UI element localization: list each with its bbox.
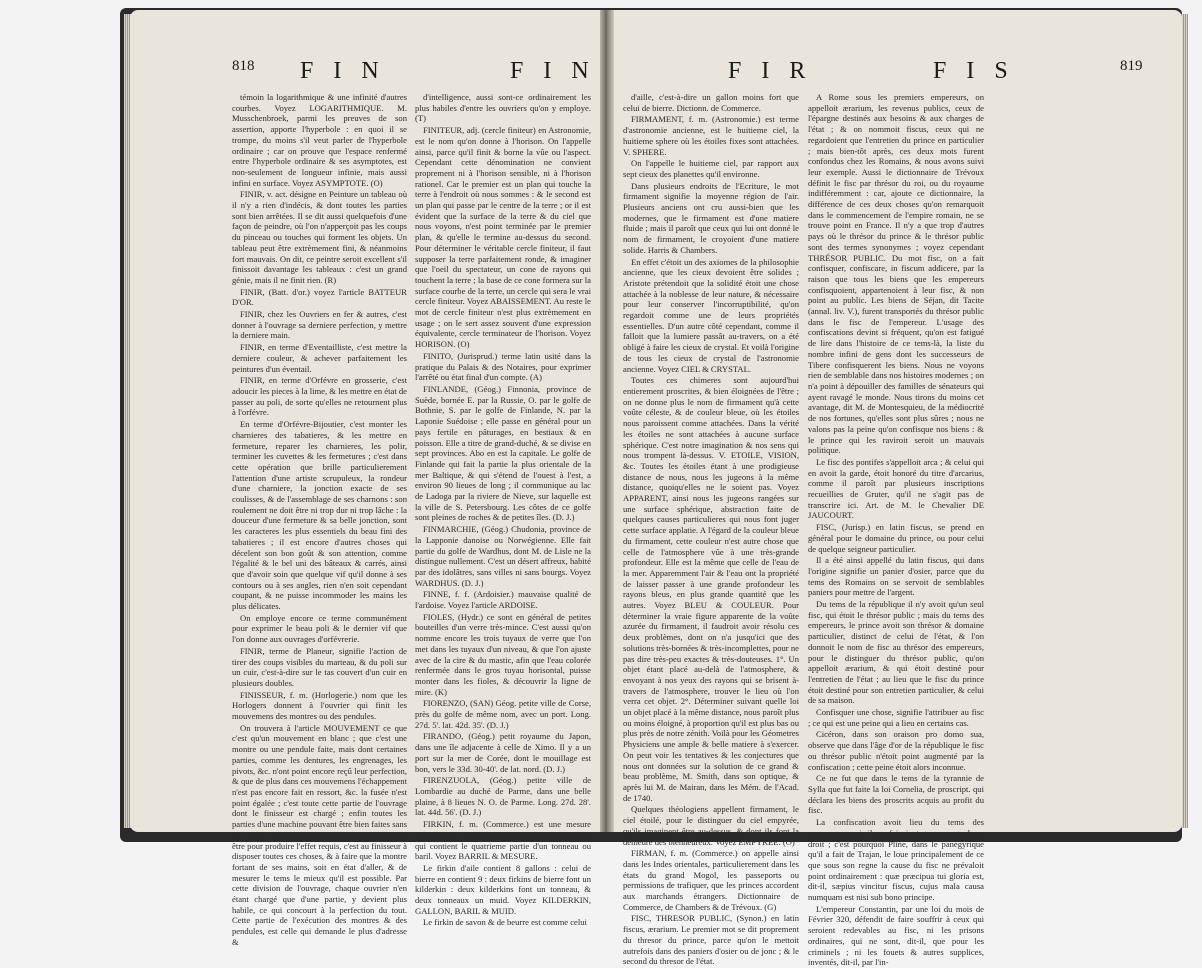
book-gutter	[600, 10, 614, 832]
paragraph: On l'appelle le huitieme ciel, par rapport aux sept cieux des planettes qu'il environne.	[623, 158, 799, 179]
paragraph: FIRMAN, f. m. (Commerce.) on appelle ainsi dans les Indes orientales, particulierement dans les états du grand Mogol, les passeports ou permissions de trafiquer, que les princes accordent aux marchands étrangers. Dictionnaire de Commerce, de Chambers & de Trévoux. (G)	[623, 848, 799, 912]
paragraph: On employe encore ce terme communément pour exprimer le beau poli & le dernier vif que l'on donne aux ouvrages d'orfévrerie.	[232, 612, 407, 645]
paragraph: FIOLES, (Hydr.) ce sont en général de petites bouteilles d'un verre très-mince. C'est aussi qu'on nomme encore les trois tuyaux de verre que l'on met dans les tuyaux d'un niveau, & que l'on ajuste avec de la cire & du mastic, afin que l'eau colorée renfermée dans le gros tuyau horisontal, puisse monter dans les fioles, & découvrir la ligne de mire. (K)	[415, 611, 591, 697]
paragraph: Du tems de la république il n'y avoit qu'un seul fisc, qui étoit le thrésor public ; mais du tems des empereurs, le prince avoit son thrésor & domaine particulier, distinct de celui de l'état, & l'on donnoit le nom de fisc au thrésor des empereurs, pour le distinguer du thrésor public, qu'on appelloit ærarium, & qui étoit destiné pour l'entretien de l'état ; au lieu que le fisc du prince étoit destiné pour son entretien particulier, & celui de sa maison.	[808, 599, 984, 706]
paragraph: A Rome sous les premiers empereurs, on appelloit ærarium, les revenus publics, ceux de l'épargne destinés aux besoins & aux charges de l'état ; & on nommoit fiscus, ceux qui ne regardoient que l'entretien du prince en particulier ; mais bien-tôt après, ces deux mots furent confondus chez les Romains, & nous avons suivi leur exemple. Aussi le dictionnaire de Trévoux définit le fisc par thrésor du roi, ou du royaume indifféremment : car, ajoute ce dictionnaire, la différence de ces deux choses qu'on remarquoit dans le commencement de l'empire romain, ne se trouve point en France. Il n'y a que trop d'autres pays où le thrésor du prince & le thrésor public sont des termes synonymes ; voyez cependant THRÉSOR PUBLIC. Du mot fisc, on a fait confisquer, confiscare, in fiscum addicere, par la raison que tous les biens que les empereurs confisquoient, appartenoient à leur fisc, & non point au public. Les biens de Séjan, dit Tacite (annal. liv. V.), furent transportés du thrésor public dans le fisc de l'empereur. L'usage des confiscations devint si fréquent, qu'on est fatigué de lire dans l'histoire de ce tems-là, la liste du nombre infini de gens dont les successeurs de Tibere confisquerent les biens. Nous ne voyons rien de semblable dans nos histoires modernes ; on n'a point à dépouiller des familles de sénateurs qui ayent ravagé le monde. Nous tirons du moins cet avantage, dit M. de Montesquieu, de la médiocrité de nos fortunes, qu'elles sont plus sûres ; nous ne valons pas la peine qu'on confisque nos biens : & le prince qui les raviroit seroit un mauvais politique.	[808, 92, 984, 456]
paragraph: Le fisc des pontifes s'appelloit arca ; & celui qui en avoit la garde, étoit honoré du titre d'arcarius, comme il paroît par plusieurs inscriptions recueillies de Gruter, qu'il ne s'agit pas de transcrire ici. Art. de M. le Chevalier DE JAUCOURT.	[808, 456, 984, 521]
paragraph: FINISSEUR, f. m. (Horlogerie.) nom que les Horlogers donnent à l'ouvrier qui finit les mouvemens des montres ou des pendules.	[232, 689, 407, 722]
paragraph: FINNE, f. f. (Ardoisier.) mauvaise qualité de l'ardoise. Voyez l'article ARDOISE.	[415, 589, 591, 611]
paragraph: En effet c'étoit un des axiomes de la philosophie ancienne, que les cieux devoient être solides ; Aristote prétendoit que la solidité étoit une chose attachée à la noblesse de leur nature, & nécessaire pour leur conserver l'incorruptibilité, qu'on regardoit comme une de leurs propriétés essentielles. D'un autre côté cependant, comme il falloit que la lumiere passât au-travers, on a été obligé à faire les cieux de crystal. Et voilà l'origine de tous les cieux de crystal de l'astronomie ancienne. Voyez CIEL & CRYSTAL.	[623, 256, 799, 374]
right-page-number: 819	[1120, 58, 1143, 74]
paragraph: Confisquer une chose, signifie l'attribuer au fisc ; ce qui est une peine qui a lieu en certains cas.	[808, 707, 984, 728]
paragraph: FINIR, (Batt. d'or.) voyez l'article BATTEUR D'OR.	[232, 286, 407, 308]
left-column-2	[415, 92, 591, 928]
right-running-head-1: F I R	[728, 58, 813, 84]
paragraph: témoin la logarithmique & une infinité d'autres courbes. Voyez LOGARITHMIQUE. M. Musschenbroek, parmi les preuves de son assertion, apporte l'hyperbole : en quoi il se trompe, du moins s'il veut parler de l'hyperbole ordinaire ; car on prouve que l'espace renfermé entre l'hyperbole ordinaire & ses asymptotes, est non-seulement de longueur infinie, mais aussi infini en surface. Voyez ASYMPTOTE. (O)	[232, 92, 407, 188]
paragraph: FIRKIN, f. m. (Commerce.) est une mesure anglosse qui sert à mesurer les choses liquides, & qui contient le quatrieme partie d'un tonneau ou baril. Voyez BARRIL & MESURE.	[415, 819, 591, 862]
paragraph: FINIR, chez les Ouvriers en fer & autres, c'est donner à l'ouvrage sa derniere perfection, y mettre la derniere main.	[232, 309, 407, 341]
paragraph: Ce ne fut que dans le tems de la tyrannie de Sylla que fut faite la loi Cornelia, de proscript. qui déclara les biens des proscrits acquis au profit du fisc.	[808, 773, 984, 816]
paragraph: Cicéron, dans son oraison pro domo sua, observe que dans l'âge d'or de la république le fisc ou thrésor public n'étoit point augmenté par la confiscation ; cette peine étoit alors inconnue.	[808, 729, 984, 772]
paragraph: FINITO, (Jurisprud.) terme latin usité dans la pratique du Palais & des Notaires, pour exprimer l'arrêté ou état final d'un compte. (A)	[415, 350, 591, 383]
paragraph: FIORENZO, (SAN) Géog. petite ville de Corse, près du golfe de même nom, avec un port. Long. 27d. 5'. lat. 42d. 35'. (D. J.)	[415, 698, 591, 730]
paragraph: FISC, (Jurisp.) en latin fiscus, se prend en général pour le domaine du prince, ou pour celui de quelque seigneur particulier.	[808, 522, 984, 554]
paragraph: Le firkin d'aile contient 8 gallons : celui de bierre en contient 9 : deux firkins de bierre font un kilderkin : deux kilderkins font un tonneau, & deux tonneaux un muid. Voyez KILDERKIN, GALLON, BARIL & MUID.	[415, 862, 591, 916]
paragraph: On trouvera à l'article MOUVEMENT ce que c'est qu'un mouvement en blanc ; que c'est une montre ou une pendule faite, mais dont certaines parties, comme les dentures, les engrenages, les pivots, &c. n'ont point encore reçû leur perfection, & que de plus dans ces mouvemens l'échappement n'est pas encore fait en ressort, &c. la fusée n'est point égalée ; c'est toute cette partie de l'ouvrage dont le finisseur est chargé ; enfin toutes les parties d'une machine pouvant être bien faites sans que leurs relations soient telles qu'elles devroient être pour produire l'effet requis, c'est au finisseur à disposer toutes ces choses, & à faire que la montre fortant de ses mains, soit en état d'aller, & de mesurer le tems le mieux qu'il est possible. Par cette division de l'ouvrage, chaque ouvrier n'en étant chargé que d'une partie, y devient plus habile, ce qui concourt à la perfection du tout. Cette partie de l'exécution des montres & des pendules, est celle qui demande le plus d'adresse &	[232, 722, 407, 947]
paragraph: Il a été ainsi appellé du latin fiscus, qui dans l'origine signifie un panier d'osier, parce que du tems des Romains on se servoit de semblables paniers pour mettre de l'argent.	[808, 555, 984, 598]
left-running-head-2: F I N	[510, 58, 596, 84]
paragraph: FINMARCHIE, (Géog.) Chudonia, province de la Lapponie danoise ou Norwégienne. Elle fait partie du golfe de Wardhus, dont M. de Lisle ne la distingue nullement. C'est un désert affreux, habité par des idolâtres, sans villes ni sans bourgs. Voyez WARDHUS. (D. J.)	[415, 524, 591, 588]
paragraph: La confiscation avoit lieu du tems des empereurs, mais ils ne faisoient guere usage de ce droit ; c'est pourquoi Pline, dans le panégyrique qu'il a fait de Trajan, le loue principalement de ce que sous son regne la cause du fisc ne prévaloit point ordinairement : quæ præcipua tui gloria est, dit-il, sæpius vincitur fiscus, cujus mala causa numquam est nisi sub bono principe.	[808, 817, 984, 903]
right-running-head-2: F I S	[933, 58, 1015, 84]
paragraph: FISC, THRESOR PUBLIC, (Synon.) en latin fiscus, ærarium. Le premier mot se dit proprement du thresor du prince, parce qu'on le mettoit autrefois dans des paniers d'osier ou de jonc ; & le second du thresor de l'état.	[623, 913, 799, 967]
paragraph: Quelques théologiens appellent firmament, le ciel étoilé, pour le distinguer du ciel empyrée, qu'ils imaginent être au-dessus, & dont ils font la demeure des bienheureux. Voyez EMPYRÉE. (O)	[623, 804, 799, 847]
paragraph: FIRANDO, (Géog.) petit royaume du Japon, dans une île adjacente à celle de Ximo. Il y a un port sur la mer de Corée, dont le mouillage est bon, vers le 33d. 30-40'. de lat. nord. (D. J.)	[415, 731, 591, 774]
paragraph: L'empereur Constantin, par une loi du mois de Février 320, défendit de faire souffrir à ceux qui seroient redevables au fisc, ni les prisons ordinaires, qui ne sont, dit-il, que pour les criminels ; ni les fouets & autres supplices, inventés, dit-il, par l'in-	[808, 903, 984, 968]
paragraph: FINIR, terme de Planeur, signifie l'action de tirer des coups visibles du marteau, & du poli sur un cuir, c'est-à-dire sur le tas couvert d'un cuir en plusieurs doubles.	[232, 645, 407, 688]
paragraph: Dans plusieurs endroits de l'Ecriture, le mot firmament signifie la moyenne région de l'air. Plusieurs anciens ont cru aussi-bien que les modernes, que le firmament est d'une matiere fluide ; mais il paroît que ceux qui lui ont donné le nom de firmament, le croyoient d'une matiere solide. Harris & Chambers.	[623, 180, 799, 255]
left-page-number: 818	[232, 58, 255, 74]
paragraph: FIRENZUOLA, (Géog.) petite ville de Lombardie au duché de Parme, dans une belle plaine, à 8 lieues N. O. de Parme. Long. 27d. 28'. lat. 44d. 56'. (D. J.)	[415, 775, 591, 818]
paragraph: FINITEUR, adj. (cercle finiteur) en Astronomie, est le nom qu'on donne à l'horison. On l'appelle ainsi, parce qu'il finit & borne la vûe ou l'aspect. Cependant cette dénomination ne convient proprement ni à l'horison sensible, ni à l'horison rationel. Car le premier est un plan qui touche la terre à l'endroit où nous sommes : & le second est un plan qui passe par le centre de la terre ; or il est évident que la surface de la terre & du ciel que nous voyons, n'est point terminée par le premier plan, & qu'elle le termine au-dessus du second. Pour déterminer le véritable cercle finiteur, il faut supposer la terre parfaitement ronde, & imaginer que l'oeil du spectateur, un cone de rayons qui touchent la terre ; la base de ce cone formera sur la surface courbe de la terre, un cercle qui sera le vrai cercle finiteur. Voyez ABAISSEMENT. Au reste le mot de cercle finiteur n'est plus extrèmement en usage ; on le sert assez souvent d'une expression équivalente, cercle terminateur de l'horison. Voyez HORISON. (O)	[415, 125, 591, 350]
right-column-1	[623, 92, 799, 967]
paragraph: En terme d'Orfévre-Bijoutier, c'est monter les charnieres des tabatieres, & les mettre en fermeture, reparer les charnieres, les polir, terminer les cuvettes & les fermetures ; c'est dans cette opération que brille particulierement l'attention d'une artiste scrupuleux, la rondeur d'une charniere, la jonction exacte de ses coulisses, & de l'assemblage de ses charnons : son roulement ne doit être ni trop dur ni trop lâche : la douceur d'une fermeture & sa belle jonction, sont les caracteres les plus essentiels du beau fini des tabatieres ; il est encore d'autres choses qui décelent son bon goût & son attention, comme l'égalité & le bel uni des bâteaux & carrés, ainsi que d'avoir soin que quelque vif qu'il donne à ses contours ou à ses angles, rien n'en soit cependant coupant, & ne puisse incommoder les mains les plus délicates.	[232, 419, 407, 612]
paragraph: d'aille, c'est-à-dire un gallon moins fort que celui de bierre. Dictionn. de Commerce.	[623, 92, 799, 113]
paragraph: FINLANDE, (Géog.) Finnonia, province de Suède, bornée E. par la Russie, O. par le golfe de Bothnie, S. par le golfe de Finlande, N. par la Laponie Suédoise ; elle passe en général pour un pays fertile en pâturages, en bestiaux & en poisson. Elle a titre de grand-duché, & se divise en sept provinces. Abo en est la capitale. Le golfe de Finlande qui fait la partie la plus orientale de la mer Baltique, & qui s'étend de l'ouest à l'est, a environ 90 lieues de long ; il communique au lac de Ladoga par la riviere de Nieve, sur laquelle est la ville de S. Petersbourg. Les côtes de ce golfe sont pleines de roches & de petites îles. (D. J.)	[415, 383, 591, 523]
left-column-1	[232, 92, 407, 947]
paragraph: Le firkin de savon & de beurre est comme celui	[423, 917, 587, 928]
paragraph: Toutes ces chimeres sont aujourd'hui entierement proscrites, & bien éloignées de l'être ; on ne donne plus le nom de firmament qu'à cette voûte céleste, & de couleur bleue, où les étoiles nous paroissent comme attachées. Dans la vérité les étoiles ne sont attachées à aucune surface sphérique. C'est notre imagination & nos sens qui nous trompent là-dessus. V. ETOILE, VISION, &c. Toutes les étoiles étant à une prodigieuse distance de nous, nous les jugeons à la même distance, quoiqu'elles ne le soient pas. Voyez APPARENT, ainsi nous les jugeons rangées sur une surface sphérique, abstraction faite de quelques causes particulieres qui nous font juger cette surface applatie. A l'égard de la couleur bleue du firmament, cette couleur n'est autre chose que celle de l'atmosphere vûe à une très-grande profondeur. Elle est la même que celle de l'eau de la mer. Apparemment l'air & l'eau ont la propriété de laisser passer à une grande profondeur les rayons bleus, en plus grande quantité que les autres. Voyez BLEU & COULEUR. Pour déterminer la vraie figure apparente de la voûte azurée du firmament, il faudroit avoir résolu ces deux problèmes, dont on n'a jusqu'ici que des solutions très-bornées & très-incomplettes, pour ne pas dire très-peu exactes & très-douteuses. 1°. Un objet étant placé au-delà de l'atmosphere, & envoyant à nos yeux des rayons qui se brisent à-travers de l'atmosphere, trouver le lieu où l'on verra cet objet. 2°. Déterminer suivant quelle loi un objet placé à la même distance, nous paroît plus ou moins éloigné, à proportion qu'il est plus bas ou plus près de notre zénith. Voilà pour les Géometres Physiciens une ample & belle matiere à s'exercer. On peut voir les tentatives & les conjectures que nous ont données sur la solution de ce grand & beau problème, M. Smith, dans son optique, & après lui M. de Mairan, dans les Mém. de l'Acad. de 1740.	[623, 375, 799, 803]
left-running-head-1: F I N	[300, 58, 386, 84]
paragraph: FINIR, en terme d'Eventailliste, c'est mettre la derniere couleur, & achever parfaitement les peintures d'un éventail.	[232, 342, 407, 374]
paragraph: FINIR, en terme d'Orfévre en grosserie, c'est adoucir les pieces à la lime, & les mettre en état de passer au poli, de sorte qu'elles ne retournent plus à l'orfévre.	[232, 375, 407, 418]
right-column-2	[808, 92, 984, 968]
paragraph: d'intelligence, aussi sont-ce ordinairement les plus habiles d'entre les ouvriers qu'on y employe. (T)	[415, 92, 591, 124]
paragraph: FINIR, v. act. désigne en Peinture un tableau où il n'y a rien d'indécis, & dont toutes les parties sont bien arrêtées. Il se dit aussi quelquefois d'une façon de peindre, où l'on n'apperçoit pas les coups du pinceau ou touches qui forment les objets. Un tableau peut être extrèmement fini, & néanmoins fort mauvais. On dit, ce peintre seroit excellent s'il finissoit davantage les tableaux : c'est un grand génie, mais il ne finit rien. (R)	[232, 189, 407, 285]
paragraph: FIRMAMENT, f. m. (Astronomie.) est terme d'astronomie ancienne, est le huitieme ciel, la huitieme sphere où les étoiles fixes sont attachées. V. SPHERE.	[623, 114, 799, 157]
